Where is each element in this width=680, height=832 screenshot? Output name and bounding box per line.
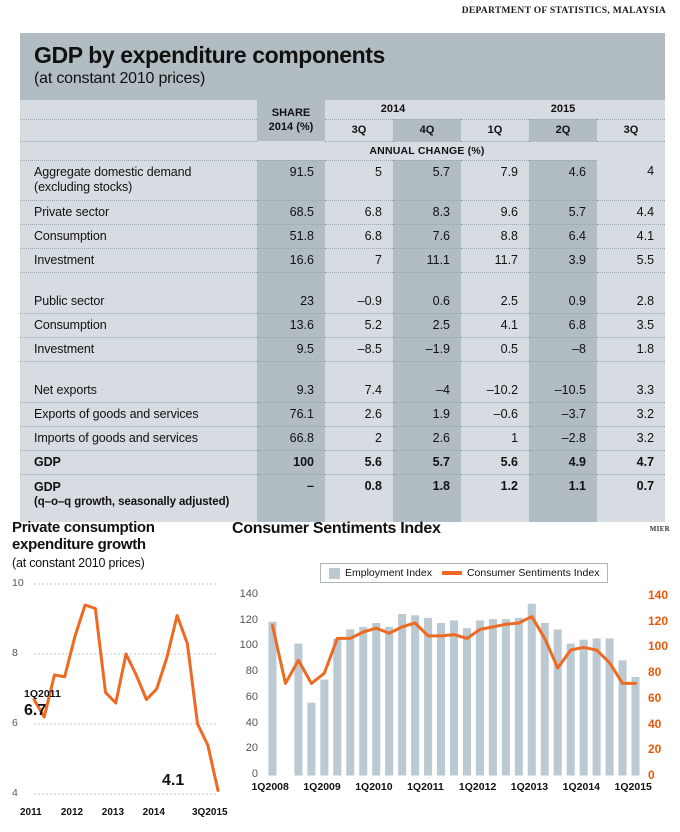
- row-v3: –2.8: [529, 426, 597, 450]
- header-share: [257, 100, 325, 141]
- row-v0: –8.5: [325, 337, 393, 361]
- csi-x-tick-1Q2011: 1Q2011: [407, 781, 444, 793]
- row-v1: 1.9: [393, 402, 461, 426]
- row-v2: 11.7: [461, 248, 529, 272]
- pce-y-tick-8: 8: [12, 646, 18, 659]
- row-v0: 0.8: [325, 474, 393, 522]
- header-blank-2: [20, 119, 257, 141]
- row-v2: 0.5: [461, 337, 529, 361]
- row-v0: 7: [325, 248, 393, 272]
- row-v1: 0.6: [393, 289, 461, 313]
- row-share: 76.1: [257, 402, 325, 426]
- csi-legend: [320, 563, 608, 583]
- row-v0: 6.8: [325, 224, 393, 248]
- table-row: [20, 402, 665, 426]
- row-v2: 4.1: [461, 313, 529, 337]
- row-v1: 1.8: [393, 474, 461, 522]
- row-v1: 8.3: [393, 200, 461, 224]
- csi-right-tick-120: 120: [648, 613, 669, 628]
- row-v0: 7.4: [325, 378, 393, 402]
- header-blank-3: [20, 141, 257, 160]
- row-v2: 8.8: [461, 224, 529, 248]
- row-v2: 9.6: [461, 200, 529, 224]
- table-spacer-row: [20, 272, 665, 289]
- pce-x-tick-2013: 2013: [101, 806, 125, 818]
- row-label: Public sector: [20, 289, 257, 313]
- row-share: 23: [257, 289, 325, 313]
- table-spacer-row: [20, 361, 665, 378]
- csi-left-tick-80: 80: [245, 665, 258, 678]
- table-row: [20, 289, 665, 313]
- row-label: [20, 474, 257, 522]
- row-v0: 5.6: [325, 450, 393, 474]
- row-v0: 5.2: [325, 313, 393, 337]
- header-annual-change: ANNUAL CHANGE (%): [257, 141, 597, 160]
- table-row: [20, 160, 665, 200]
- table-row-gdp: [20, 450, 665, 474]
- row-v0: –0.9: [325, 289, 393, 313]
- legend-label-employment-index: Employment Index: [345, 567, 432, 579]
- pce-plot-area: [12, 576, 228, 818]
- row-share: 9.5: [257, 337, 325, 361]
- header-quarter-4q-2014: 4Q: [393, 119, 461, 141]
- row-v2: 1.2: [461, 474, 529, 522]
- row-label: Investment: [20, 337, 257, 361]
- row-v3: 4.6: [529, 160, 597, 200]
- header-share-line2: 2014 (%): [268, 120, 314, 133]
- consumer-sentiments-chart: [232, 520, 680, 832]
- table-row-gdp-qoq: [20, 474, 665, 522]
- row-v1: –1.9: [393, 337, 461, 361]
- pce-x-tick-3Q2015: 3Q2015: [192, 806, 228, 818]
- row-v3: –10.5: [529, 378, 597, 402]
- gdp-expenditure-table: [20, 100, 665, 522]
- csi-x-tick-1Q2015: 1Q2015: [614, 781, 652, 793]
- csi-x-tick-1Q2013: 1Q2013: [510, 781, 549, 793]
- row-v2: 2.5: [461, 289, 529, 313]
- row-share: 9.3: [257, 378, 325, 402]
- row-v3: 6.4: [529, 224, 597, 248]
- row-v3: 1.1: [529, 474, 597, 522]
- table-row: [20, 248, 665, 272]
- row-v1: 11.1: [393, 248, 461, 272]
- row-label-line1: GDP: [34, 479, 61, 494]
- row-v4: 5.5: [597, 248, 665, 272]
- row-v2: –10.2: [461, 378, 529, 402]
- csi-right-tick-40: 40: [648, 716, 662, 731]
- row-label: Net exports: [20, 378, 257, 402]
- table-header-quarter-row: [20, 119, 665, 141]
- header-quarter-3q-2014: 3Q: [325, 119, 393, 141]
- pce-chart-title: Private consumption expenditure growth: [12, 519, 155, 553]
- csi-x-tick-1Q2009: 1Q2009: [303, 781, 341, 793]
- csi-chart-title: Consumer Sentiments Index: [232, 520, 441, 537]
- table-row: [20, 426, 665, 450]
- row-v4: 3.2: [597, 402, 665, 426]
- row-v3: 4.9: [529, 450, 597, 474]
- row-label-line1: Aggregate domestic demand: [34, 164, 192, 179]
- csi-plot-area: [232, 590, 680, 800]
- row-share: 100: [257, 450, 325, 474]
- row-v3: 6.8: [529, 313, 597, 337]
- csi-x-tick-1Q2012: 1Q2012: [458, 781, 497, 793]
- row-v0: 5: [325, 160, 393, 200]
- row-v4: 0.7: [597, 474, 665, 522]
- header-year-2015: 2015: [461, 100, 665, 119]
- header-blank: [20, 100, 257, 119]
- row-v4: 2.8: [597, 289, 665, 313]
- csi-x-tick-1Q2008: 1Q2008: [251, 781, 289, 793]
- header-quarter-2q-2015: 2Q: [529, 119, 597, 141]
- row-v4: 3.2: [597, 426, 665, 450]
- csi-left-tick-140: 140: [239, 588, 258, 600]
- row-v3: –3.7: [529, 402, 597, 426]
- table-header-annual-change-row: [20, 141, 665, 160]
- row-share: 66.8: [257, 426, 325, 450]
- legend-item-consumer-sentiments-index: [442, 567, 599, 579]
- row-share: 68.5: [257, 200, 325, 224]
- pce-y-tick-10: 10: [12, 576, 24, 589]
- pce-x-tick-2011: 2011: [20, 806, 42, 818]
- row-v4: 4.7: [597, 450, 665, 474]
- row-v4: 4: [597, 160, 665, 200]
- csi-x-tick-1Q2014: 1Q2014: [562, 781, 601, 793]
- csi-left-tick-20: 20: [245, 742, 258, 755]
- header-quarter-1q-2015: 1Q: [461, 119, 529, 141]
- legend-item-employment-index: [329, 567, 432, 579]
- row-v2: –0.6: [461, 402, 529, 426]
- csi-x-tick-1Q2010: 1Q2010: [355, 781, 393, 793]
- row-label: Exports of goods and services: [20, 402, 257, 426]
- legend-line-swatch-icon: [442, 571, 462, 575]
- charts-row: [0, 520, 680, 832]
- row-v1: –4: [393, 378, 461, 402]
- header-year-2014: 2014: [325, 100, 461, 119]
- pce-x-tick-2014: 2014: [142, 806, 165, 818]
- row-label: GDP: [20, 450, 257, 474]
- table-row: [20, 224, 665, 248]
- row-v3: 5.7: [529, 200, 597, 224]
- row-v1: 2.6: [393, 426, 461, 450]
- row-share: 13.6: [257, 313, 325, 337]
- row-label-line2: (q–o–q growth, seasonally adjusted): [34, 495, 230, 508]
- row-share: 51.8: [257, 224, 325, 248]
- table-row: [20, 378, 665, 402]
- pce-chart-subtitle: (at constant 2010 prices): [12, 555, 145, 570]
- page-subtitle: (at constant 2010 prices): [34, 70, 206, 88]
- row-v4: 3.5: [597, 313, 665, 337]
- csi-left-tick-0: 0: [251, 768, 258, 780]
- row-label: Investment: [20, 248, 257, 272]
- legend-bar-swatch-icon: [329, 568, 340, 579]
- row-v4: 4.4: [597, 200, 665, 224]
- row-v3: 3.9: [529, 248, 597, 272]
- row-label: Imports of goods and services: [20, 426, 257, 450]
- row-v4: 4.1: [597, 224, 665, 248]
- csi-right-tick-100: 100: [648, 639, 669, 654]
- csi-right-tick-0: 0: [648, 768, 655, 782]
- row-label-line2: (excluding stocks): [34, 180, 133, 195]
- table-row: [20, 200, 665, 224]
- row-label: [20, 160, 257, 200]
- row-v0: 6.8: [325, 200, 393, 224]
- table-row: [20, 337, 665, 361]
- gdp-table-block: [20, 33, 665, 522]
- row-v2: 7.9: [461, 160, 529, 200]
- row-v2: 1: [461, 426, 529, 450]
- source-attribution: DEPARTMENT OF STATISTICS, MALAYSIA: [461, 6, 666, 16]
- csi-source-label: MIER: [649, 525, 670, 533]
- header-quarter-3q-2015: 3Q: [597, 119, 665, 141]
- row-share: 91.5: [257, 160, 325, 200]
- row-v3: 0.9: [529, 289, 597, 313]
- csi-left-tick-60: 60: [245, 690, 258, 703]
- table-title-banner: [20, 33, 665, 100]
- row-v1: 5.7: [393, 160, 461, 200]
- csi-right-tick-80: 80: [648, 665, 662, 680]
- annotation-start-value: 6.7: [24, 701, 47, 719]
- row-share: 16.6: [257, 248, 325, 272]
- row-v3: –8: [529, 337, 597, 361]
- header-share-line1: SHARE: [271, 106, 311, 119]
- row-label: Private sector: [20, 200, 257, 224]
- csi-right-tick-20: 20: [648, 742, 662, 757]
- row-label: Consumption: [20, 313, 257, 337]
- row-v1: 5.7: [393, 450, 461, 474]
- annotation-end-value: 4.1: [162, 771, 185, 789]
- legend-label-consumer-sentiments-index: Consumer Sentiments Index: [466, 567, 600, 579]
- csi-left-tick-120: 120: [239, 613, 258, 626]
- row-v0: 2: [325, 426, 393, 450]
- annotation-start-label: 1Q2011: [24, 687, 61, 700]
- table-header-year-row: [20, 100, 665, 119]
- row-v1: 7.6: [393, 224, 461, 248]
- pce-y-tick-4: 4: [12, 786, 18, 799]
- row-v1: 2.5: [393, 313, 461, 337]
- csi-right-tick-60: 60: [648, 690, 662, 705]
- csi-left-tick-100: 100: [239, 639, 258, 652]
- row-v2: 5.6: [461, 450, 529, 474]
- csi-bars-line-svg: [232, 590, 680, 800]
- pce-x-tick-2012: 2012: [60, 806, 84, 818]
- csi-right-tick-140: 140: [648, 588, 669, 602]
- table-row: [20, 313, 665, 337]
- row-label: Consumption: [20, 224, 257, 248]
- csi-left-tick-40: 40: [245, 716, 258, 729]
- pce-y-tick-6: 6: [12, 716, 18, 729]
- page-title: GDP by expenditure components: [34, 42, 385, 68]
- row-v4: 1.8: [597, 337, 665, 361]
- row-v4: 3.3: [597, 378, 665, 402]
- row-v0: 2.6: [325, 402, 393, 426]
- private-consumption-chart: [12, 519, 228, 832]
- row-share: –: [257, 474, 325, 522]
